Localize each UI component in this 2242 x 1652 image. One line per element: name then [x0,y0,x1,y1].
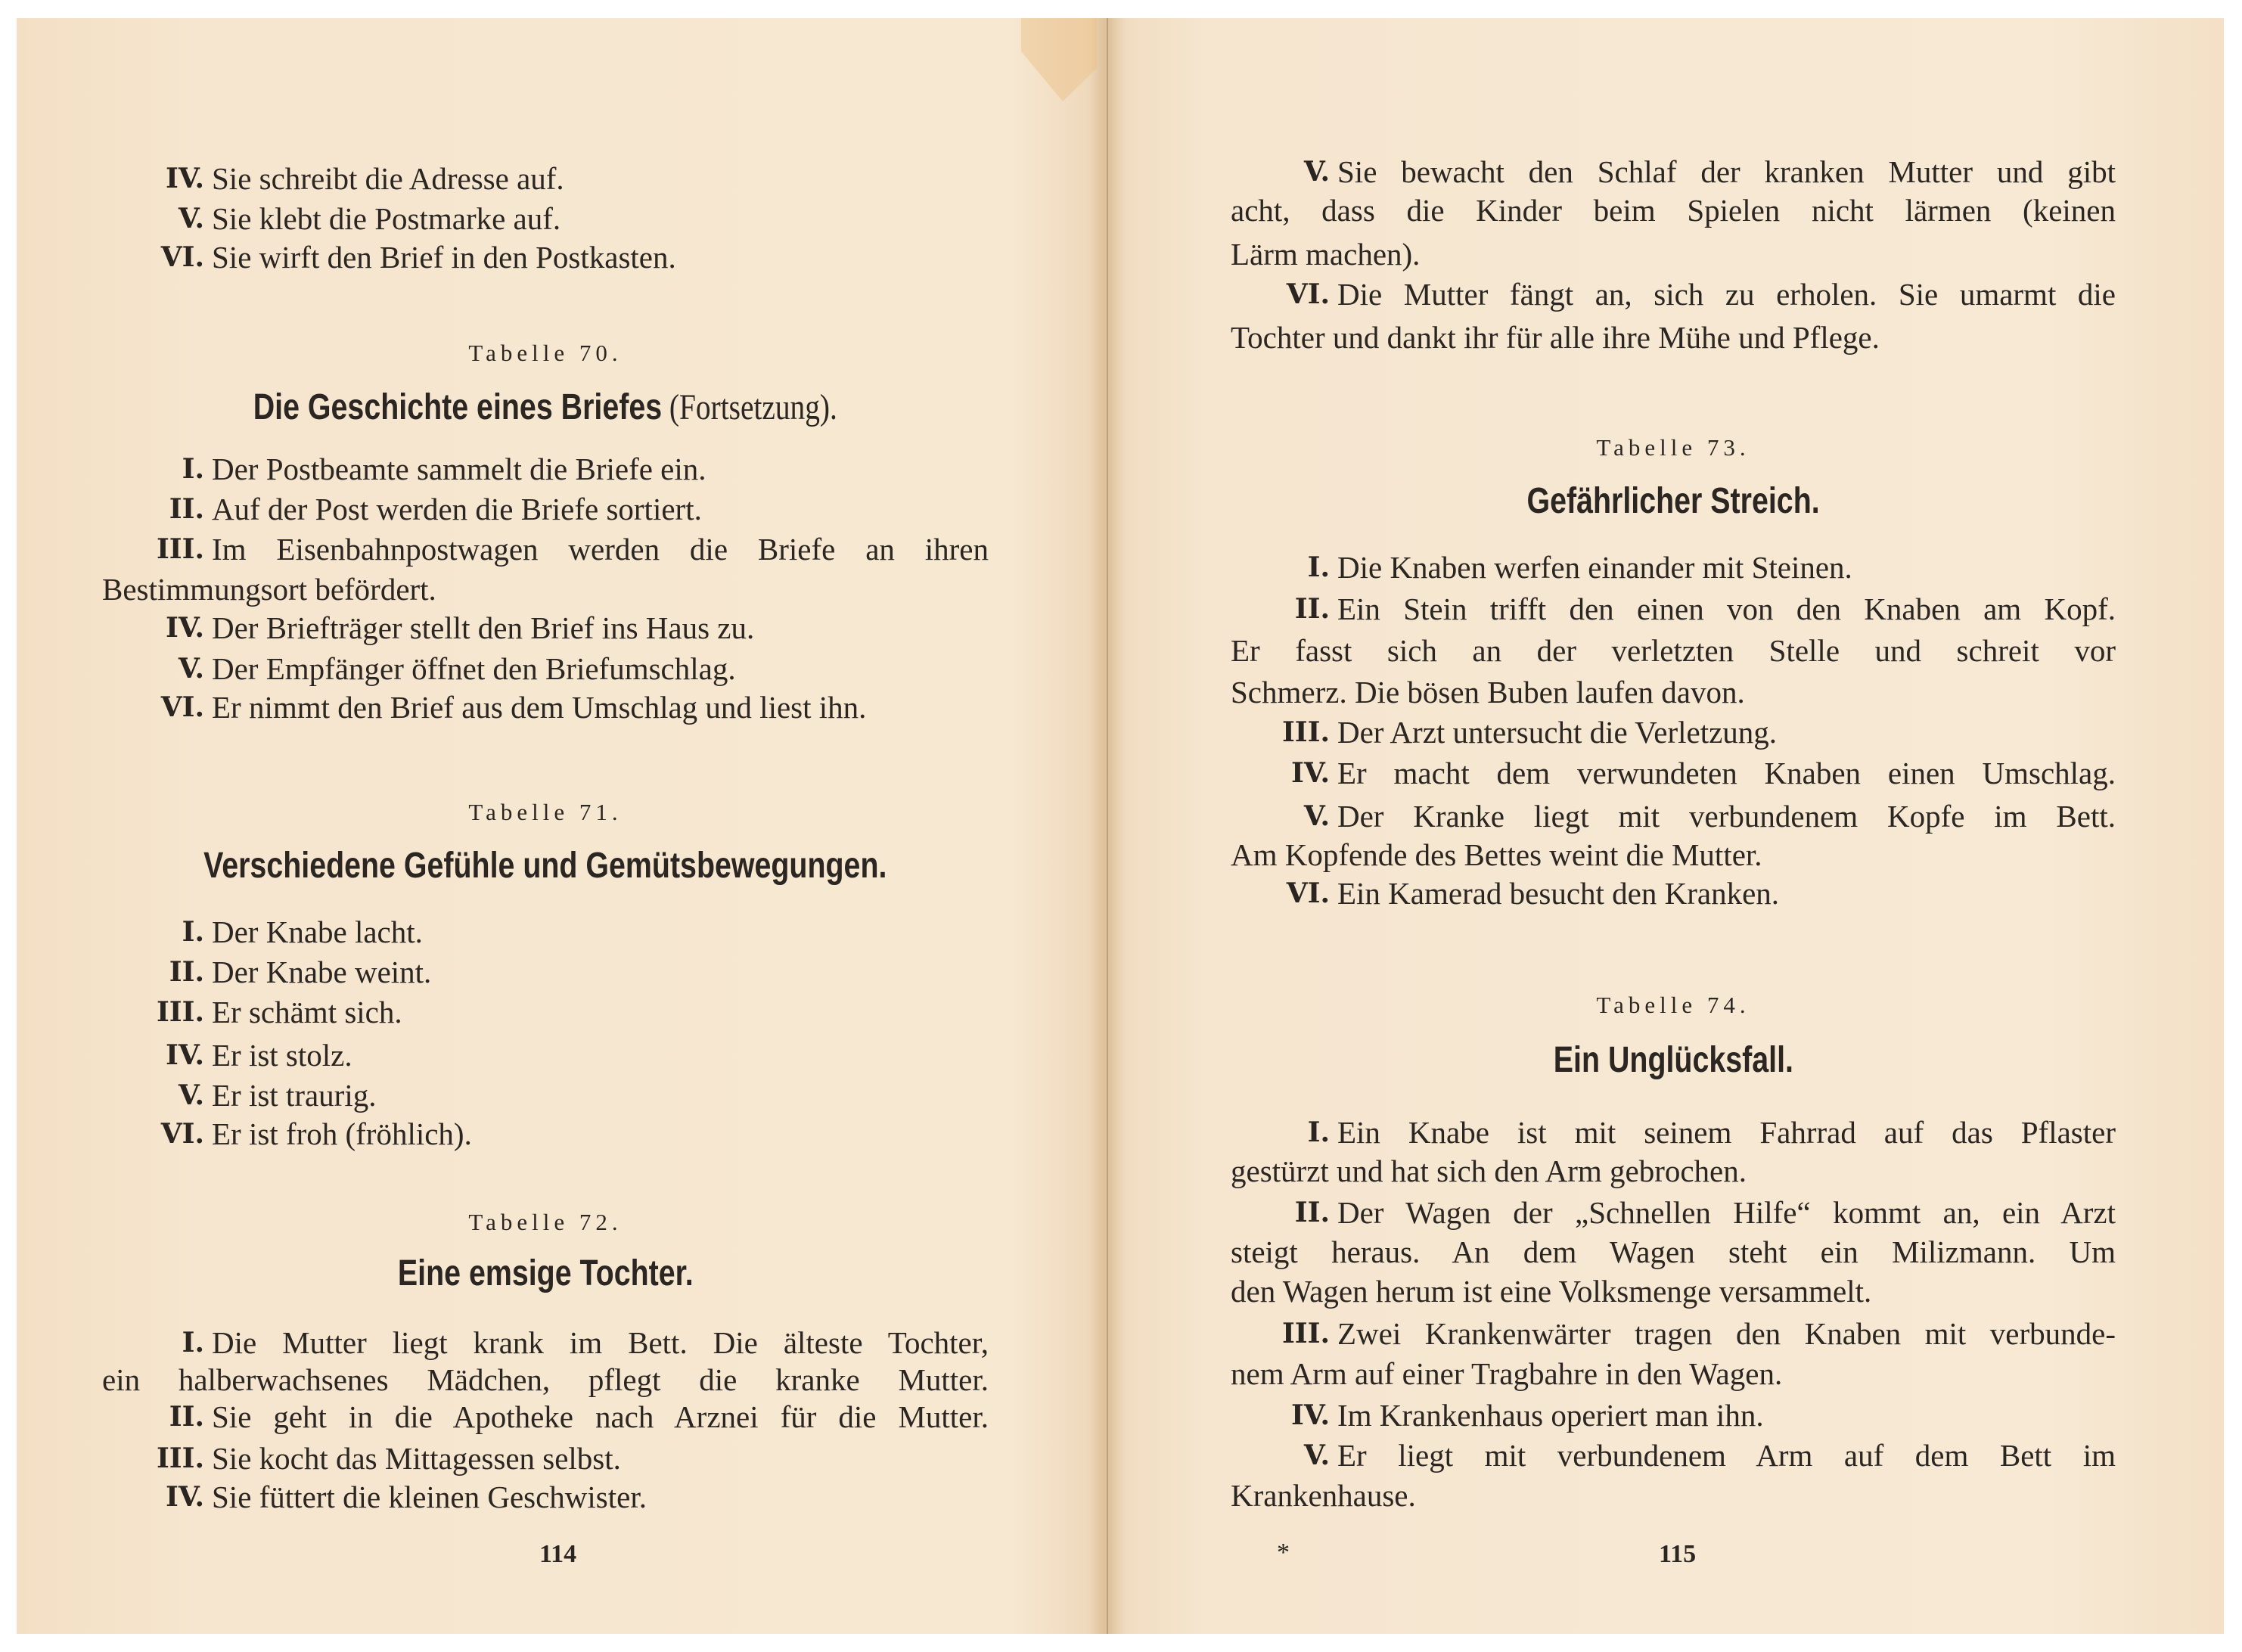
roman-numeral: V. [178,653,204,685]
numeral-box [1261,1315,1330,1352]
line-text: Ein Stein trifft den einen von den Knaben am Kopf. [1337,592,2116,626]
numbered-line [102,688,989,726]
table-label: Tabelle 74. [1596,992,1750,1018]
line-text: Die Knaben werfen einander mit Steinen. [1337,550,1852,585]
line-text: Der Briefträger stellt den Brief ins Haus zu. [212,610,755,645]
numbered-line [102,1324,989,1362]
numeral-box [148,993,204,1031]
roman-numeral: IV. [1290,757,1330,789]
roman-numeral: V. [178,203,204,234]
numbered-line [102,238,989,276]
continuation-line [1231,1233,2116,1271]
numeral-box [1261,874,1330,912]
roman-numeral: I. [182,1327,204,1359]
continuation-line [1231,1477,2116,1514]
numbered-line [1231,548,2116,586]
continuation-line [1231,1152,2116,1190]
numeral-box [148,1036,204,1074]
line-text: gestürzt und hat sich den Arm gebrochen. [1231,1154,1747,1188]
roman-numeral: III. [156,996,204,1028]
numeral-box [148,238,204,276]
numbered-line [1231,713,2116,751]
numbered-line [102,490,989,528]
numbered-line [1231,1396,2116,1434]
continuation-line [1231,1355,2116,1393]
numeral-box [1261,1436,1330,1474]
numbered-line [102,1036,989,1074]
section-title [102,843,989,889]
numeral-box [148,490,204,528]
numbered-line [102,450,989,488]
table-label: Tabelle 72. [468,1209,623,1235]
line-text: Auf der Post werden die Briefe sortiert. [212,492,702,526]
numbered-line [102,160,989,197]
line-text: Er nimmt den Brief aus dem Umschlag und liest ihn. [212,690,867,725]
numeral-box [148,953,204,991]
numeral-box [148,200,204,238]
line-text: Sie schreibt die Adresse auf. [212,161,564,196]
roman-numeral: I. [182,453,204,485]
roman-numeral: IV. [1290,1399,1330,1431]
roman-numeral: IV. [165,163,204,194]
roman-numeral: II. [169,493,204,525]
roman-numeral: III. [1281,716,1330,748]
numbered-line [1231,1194,2116,1231]
numbered-line [102,1115,989,1153]
continuation-line [1231,318,2116,356]
table-label: Tabelle 70. [468,340,623,366]
line-text: Der Knabe lacht. [212,914,423,949]
roman-numeral: I. [1307,551,1330,583]
numeral-box [148,1478,204,1516]
line-text: Im Eisenbahnpostwagen werden die Briefe an ihren [212,532,989,567]
line-text: acht, dass die Kinder beim Spielen nicht lärmen (keinen [1231,193,2116,228]
line-text: Er ist stolz. [212,1038,352,1073]
line-text: ein halberwachsenes Mädchen, pflegt die kranke Mutter. [102,1362,989,1397]
numeral-box [1261,713,1330,751]
numbered-line [1231,1436,2116,1474]
numeral-box [148,1324,204,1362]
numeral-box [148,1439,204,1477]
line-text: Am Kopfende des Bettes weint die Mutter. [1231,837,1762,872]
numeral-box [148,160,204,197]
line-text: Sie füttert die kleinen Geschwister. [212,1480,647,1514]
numbered-line [1231,874,2116,912]
line-text: nem Arm auf einer Tragbahre in den Wagen. [1231,1356,1783,1391]
line-text: Die Mutter liegt krank im Bett. Die älteste Tochter, [212,1325,989,1360]
roman-numeral: VI. [160,1118,204,1150]
page-number-left: 114 [539,1540,577,1568]
numeral-box [1261,1113,1330,1151]
numbered-line [102,200,989,238]
line-text: Der Wagen der „Schnellen Hilfe“ kommt an, ein Arzt [1337,1195,2116,1230]
roman-numeral: II. [169,1401,204,1433]
line-text: Er macht dem verwundeten Knaben einen Umschlag. [1337,756,2116,790]
roman-numeral: V. [1303,800,1330,832]
line-text: Er schämt sich. [212,995,402,1029]
numeral-box [1261,548,1330,586]
numeral-box [148,609,204,647]
line-text: Sie geht in die Apotheke nach Arznei für die Mutter. [212,1399,989,1434]
numeral-box [148,650,204,688]
numbered-line [102,1076,989,1114]
numbered-line [102,953,989,991]
spine-shadow [1089,18,1127,1634]
numbered-line [1231,754,2116,792]
section-title-bold: Ein Unglücksfall. [1553,1040,1793,1080]
section-title [102,385,989,430]
section-title-bold: Verschiedene Gefühle und Gemütsbewegungen. [203,846,887,886]
line-text: Krankenhause. [1231,1478,1416,1513]
line-text: Er liegt mit verbundenem Arm auf dem Bett im [1337,1438,2116,1473]
numbered-line [1231,1315,2116,1352]
line-text: Sie klebt die Postmarke auf. [212,201,561,236]
section-title [102,1251,989,1296]
line-text: Bestimmungsort befördert. [102,572,436,607]
roman-numeral: III. [156,1442,204,1474]
page-number-right: 115 [1659,1540,1697,1568]
line-text: Der Knabe weint. [212,955,432,989]
numbered-line [102,650,989,688]
numbered-line [1231,797,2116,835]
line-text: Sie kocht das Mittagessen selbst. [212,1441,621,1476]
roman-numeral: II. [169,956,204,988]
roman-numeral: II. [1294,593,1330,625]
roman-numeral: IV. [165,1039,204,1071]
line-text: Zwei Krankenwärter tragen den Knaben mit verbunde- [1337,1316,2116,1351]
numeral-box [148,530,204,568]
roman-numeral: III. [1281,1318,1330,1349]
numbered-line [102,1439,989,1477]
numbered-line [1231,275,2116,313]
line-text: Lärm machen). [1231,237,1421,272]
continuation-line [102,570,989,608]
continuation-line [1231,836,2116,874]
continuation-line [1231,191,2116,229]
section-title-bold: Die Geschichte eines Briefes [253,387,663,427]
table-label: Tabelle 71. [468,799,623,825]
roman-numeral: VI. [160,241,204,273]
section-title-bold: Eine emsige Tochter. [397,1253,694,1293]
numbered-line [102,530,989,568]
line-text: Sie wirft den Brief in den Postkasten. [212,240,676,275]
line-text: den Wagen herum ist eine Volksmenge versammelt. [1231,1274,1872,1309]
numeral-box [1261,153,1330,191]
section-title [1231,1038,2116,1083]
line-text: Ein Knabe ist mit seinem Fahrrad auf das Pflaster [1337,1115,2116,1150]
roman-numeral: V. [1303,1439,1330,1471]
line-text: Der Kranke liegt mit verbundenem Kopfe im Bett. [1337,799,2116,834]
line-text: Ein Kamerad besucht den Kranken. [1337,876,1780,911]
roman-numeral: IV. [165,1481,204,1513]
numbered-line [102,1398,989,1436]
continuation-line [1231,673,2116,711]
numeral-box [148,913,204,951]
numeral-box [148,1115,204,1153]
numeral-box [148,688,204,726]
roman-numeral: III. [156,533,204,565]
numbered-line [1231,153,2116,191]
numeral-box [1261,754,1330,792]
numbered-line [1231,1113,2116,1151]
numbered-line [102,1478,989,1516]
numbered-line [1231,590,2116,628]
numeral-box [1261,1194,1330,1231]
roman-numeral: I. [1307,1116,1330,1148]
numeral-box [1261,797,1330,835]
numbered-line [102,993,989,1031]
line-text: Der Empfänger öffnet den Briefumschlag. [212,651,736,686]
roman-numeral: VI. [1286,877,1330,909]
book-spine [1107,18,1108,1634]
numeral-box [148,450,204,488]
roman-numeral: II. [1294,1197,1330,1228]
table-label: Tabelle 73. [1596,434,1750,461]
line-text: Der Postbeamte sammelt die Briefe ein. [212,452,706,486]
numeral-box [148,1398,204,1436]
line-text: Sie bewacht den Schlaf der kranken Mutter und gibt [1337,154,2116,189]
section-title [1231,479,2116,524]
line-text: Im Krankenhaus operiert man ihn. [1337,1398,1764,1433]
line-text: steigt heraus. An dem Wagen steht ein Milizmann. Um [1231,1234,2116,1269]
numeral-box [1261,1396,1330,1434]
numeral-box [1261,275,1330,313]
roman-numeral: V. [178,1079,204,1111]
numeral-box [1261,590,1330,628]
section-title-bold: Gefährlicher Streich. [1526,481,1820,521]
footer-asterisk: * [1277,1539,1290,1567]
roman-numeral: VI. [1286,278,1330,310]
line-text: Schmerz. Die bösen Buben laufen davon. [1231,675,1745,710]
section-title-suffix: (Fortsetzung). [662,387,838,427]
roman-numeral: IV. [165,612,204,644]
line-text: Er ist traurig. [212,1078,377,1113]
roman-numeral: I. [182,916,204,948]
numbered-line [102,609,989,647]
numbered-line [102,913,989,951]
continuation-line [1231,1272,2116,1310]
line-text: Tochter und dankt ihr für alle ihre Mühe und Pflege. [1231,320,1880,355]
continuation-line [102,1361,989,1399]
line-text: Er ist froh (fröhlich). [212,1116,472,1151]
line-text: Er fasst sich an der verletzten Stelle und schreit vor [1231,633,2116,668]
roman-numeral: V. [1303,156,1330,188]
line-text: Die Mutter fängt an, sich zu erholen. Sie umarmt die [1337,277,2116,312]
roman-numeral: VI. [160,691,204,723]
continuation-line [1231,632,2116,669]
line-text: Der Arzt untersucht die Verletzung. [1337,715,1778,750]
numeral-box [148,1076,204,1114]
continuation-line [1231,235,2116,273]
